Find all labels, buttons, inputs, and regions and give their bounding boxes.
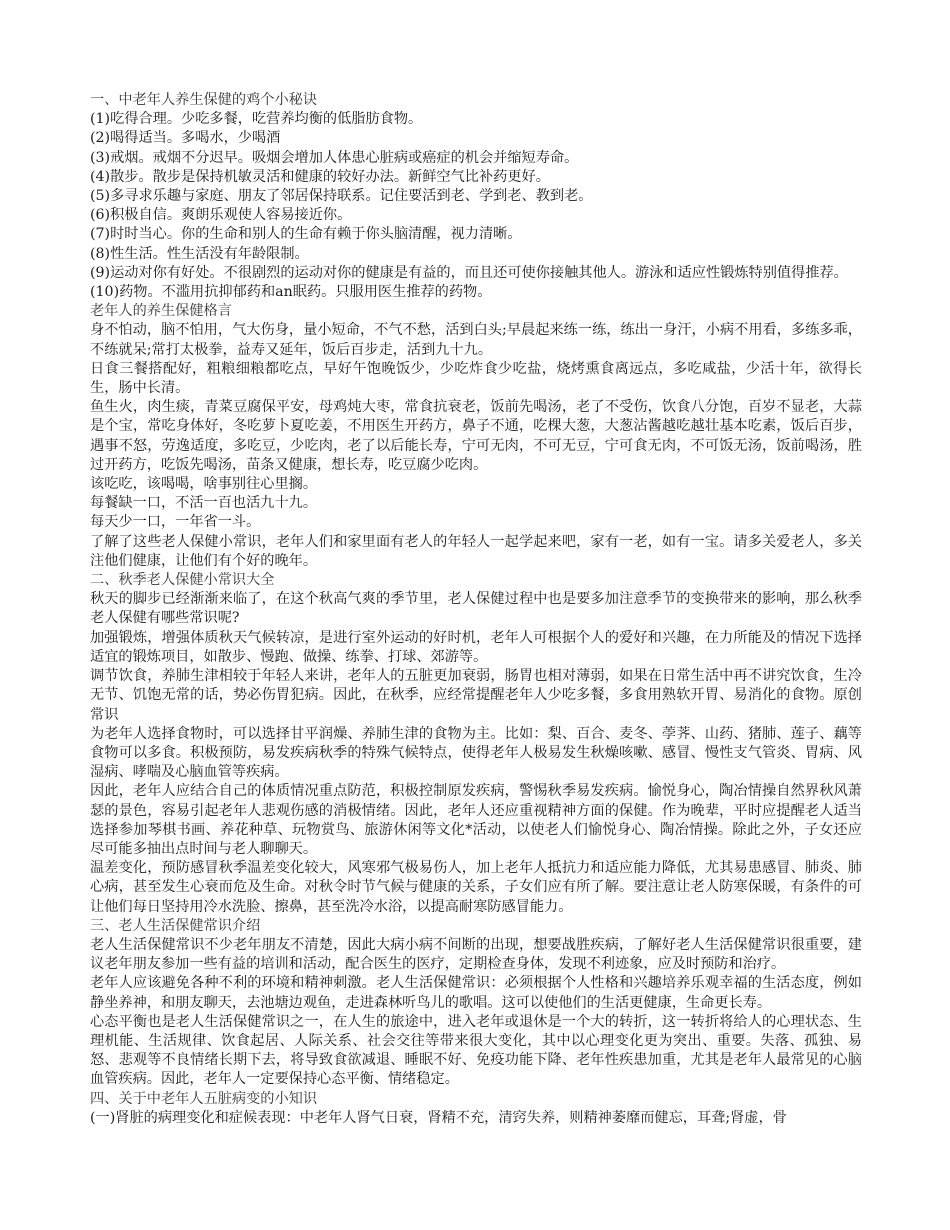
paragraph: (8)性生活。性生活没有年龄限制。 [90,245,309,262]
section-heading: 一、中老年人养生保健的鸡个小秘诀 [90,92,318,108]
paragraph: 心态平衡也是老人生活保健常识之一，在人生的旅途中，进入老年或退休是一个大的转折，这一转折将给人的心理状态、生理机能、生活规律、饮食起居、人际关系、社会交往等带来很大变化，其中以心理变化更为突出、重要。失落、孤独、易怒、悲观等不良情绪长期下去，将导致食欲减退、睡眠不好、免疫功能下降、老年性疾患加重，尤其是老年人最常见的心脑血管疾病。因此，老年人一定要保持心态平衡、情绪稳定。 [90,1013,862,1088]
paragraph: (4)散步。散步是保持机敏灵活和健康的较好办法。新鲜空气比补药更好。 [90,168,550,185]
paragraph: (5)多寻求乐趣与家庭、朋友了邻居保持联系。记住要活到老、学到老、教到老。 [90,188,593,205]
paragraph: 了解了这些老人保健小常识，老年人们和家里面有老人的年轻人一起学起来吧，家有一老，如有一宝。请多关爱老人，多关注他们健康，让他们有个好的晚年。 [90,533,862,569]
paragraph: (3)戒烟。戒烟不分迟早。吸烟会增加人体患心脏病或癌症的机会并缩短寿命。 [90,149,579,166]
section-heading: 二、秋季老人保健小常识大全 [90,572,275,589]
section-heading: 四、关于中老年人五脏病变的小知识 [90,1090,318,1107]
paragraph: (9)运动对你有好处。不很剧烈的运动对你的健康是有益的，而且还可使你接触其他人。游泳和适应性锻炼特别值得推荐。 [90,264,848,281]
paragraph: 每天少一口，一年省一斗。 [90,514,261,531]
paragraph: 鱼生火，肉生痰，青菜豆腐保平安，母鸡炖大枣，常食抗衰老，饭前先喝汤，老了不受伤，饮食八分饱，百岁不显老，大蒜是个宝，常吃身体好，冬吃萝卜夏吃姜，不用医生开药方，鼻子不通，吃棵大葱，大葱沾酱越吃越壮基本吃素，饭后百步，遇事不怒，劳逸适度，多吃豆，少吃肉，老了以后能长寿，宁可无肉，不可无豆，宁可食无肉，不可饭无汤，饭前喝汤，胜过开药方，吃饭先喝汤，苗条又健康，想长寿，吃豆腐少吃肉。 [90,399,862,473]
section-heading: 三、老人生活保健常识介绍 [90,917,261,934]
paragraph: 因此，老年人应结合自己的体质情况重点防范，积极控制原发疾病，警惕秋季易发疾病。愉悦身心，陶冶情操自然界秋风萧瑟的景色，容易引起老年人悲观伤感的消极情绪。因此，老年人还应重视精神方面的保健。作为晚辈，平时应提醒老人适当选择参加琴棋书画、养花种草、玩物赏鸟、旅游休闲等文化*活动，以使老人们愉悦身心、陶冶情操。除此之外，子女还应尽可能多抽出点时间与老人聊聊天。 [90,783,862,857]
paragraph: 每餐缺一口，不活一百也活九十九。 [90,495,318,512]
paragraph: (7)时时当心。你的生命和别人的生命有赖于你头脑清醒，视力清晰。 [90,226,522,243]
paragraph: 为老年人选择食物时，可以选择甘平润燥、养肺生津的食物为主。比如：梨、百合、麦冬、荸荠、山药、猪肺、莲子、藕等食物可以多食。积极预防，易发疾病秋季的特殊气候特点，使得老年人极易发生秋燥咳嗽、感冒、慢性支气管炎、胃病、风湿病、哮喘及心脑血管等疾病。 [90,725,862,781]
paragraph: 老人生活保健常识不少老年朋友不清楚，因此大病小病不间断的出现，想要战胜疾病，了解好老人生活保健常识很重要，建议老年朋友参加一些有益的培训和活动，配合医生的医疗，定期检查身体，发现不利迹象，应及时预防和治疗。 [90,936,862,973]
paragraph: (1)吃得合理。少吃多餐，吃营养均衡的低脂肪食物。 [90,111,423,128]
section-heading: 老年人的养生保健格言 [90,303,232,320]
document-body [90,91,862,1128]
paragraph: (6)积极自信。爽朗乐观使人容易接近你。 [90,207,352,224]
paragraph: 调节饮食，养肺生津相较于年轻人来讲，老年人的五脏更加衰弱，肠胃也相对薄弱，如果在日常生活中再不讲究饮食，生冷无节、饥饱无常的话，势必伤胃犯病。因此，在秋季，应经常提醒老年人少吃多餐，多食用熟软开胃、易消化的食物。原创常识 [90,668,862,723]
paragraph: 秋天的脚步已经渐渐来临了，在这个秋高气爽的季节里，老人保健过程中也是要多加注意季节的变换带来的影响，那么秋季老人保健有哪些常识呢? [90,591,862,627]
paragraph: 日食三餐搭配好，粗粮细粮都吃点，早好午饱晚饭少，少吃炸食少吃盐，烧烤熏食离远点，多吃咸盐，少活十年，欲得长生，肠中长清。 [90,360,862,397]
paragraph: 加强锻炼，增强体质秋天气候转凉，是进行室外运动的好时机，老年人可根据个人的爱好和兴趣，在力所能及的情况下选择适宜的锻炼项目，如散步、慢跑、做操、练拳、打球、郊游等。 [90,629,862,665]
paragraph: 老年人应该避免各种不利的环境和精神刺激。老人生活保健常识：必须根据个人性格和兴趣培养乐观幸福的生活态度，例如静坐养神，和朋友聊天，去池塘边观鱼，走进森林听鸟儿的歌唱。这可以使他们的生活更健康，生命更长寿。 [90,975,862,1011]
paragraph: 身不怕动，脑不怕用，气大伤身，量小短命，不气不愁，活到白头;早晨起来练一练，练出一身汗，小病不用看，多练多乖，不练就呆;常打太极拳，益寿又延年，饭后百步走，活到九十九。 [90,322,862,358]
paragraph: (10)药物。不滥用抗抑郁药和an眠药。只服用医生推荐的药物。 [90,284,492,301]
paragraph: 温差变化，预防感冒秋季温差变化较大，风寒邪气极易伤人，加上老年人抵抗力和适应能力降低，尤其易患感冒、肺炎、肺心病，甚至发生心衰而危及生命。对秋令时节气候与健康的关系，子女们应有所了解。要注意让老人防寒保暖，有条件的可让他们每日坚持用冷水洗脸、擦鼻，甚至洗冷水浴，以提高耐寒防感冒能力。 [90,860,862,915]
paragraph: (2)喝得适当。多喝水，少喝酒 [90,130,281,147]
paragraph: (一)肾脏的病理变化和症候表现：中老年人肾气日衰，肾精不充，清窍失养，则精神萎靡而健忘，耳聋;肾虚，骨 [90,1109,787,1126]
paragraph: 该吃吃，该喝喝，啥事别往心里搁。 [90,476,318,493]
